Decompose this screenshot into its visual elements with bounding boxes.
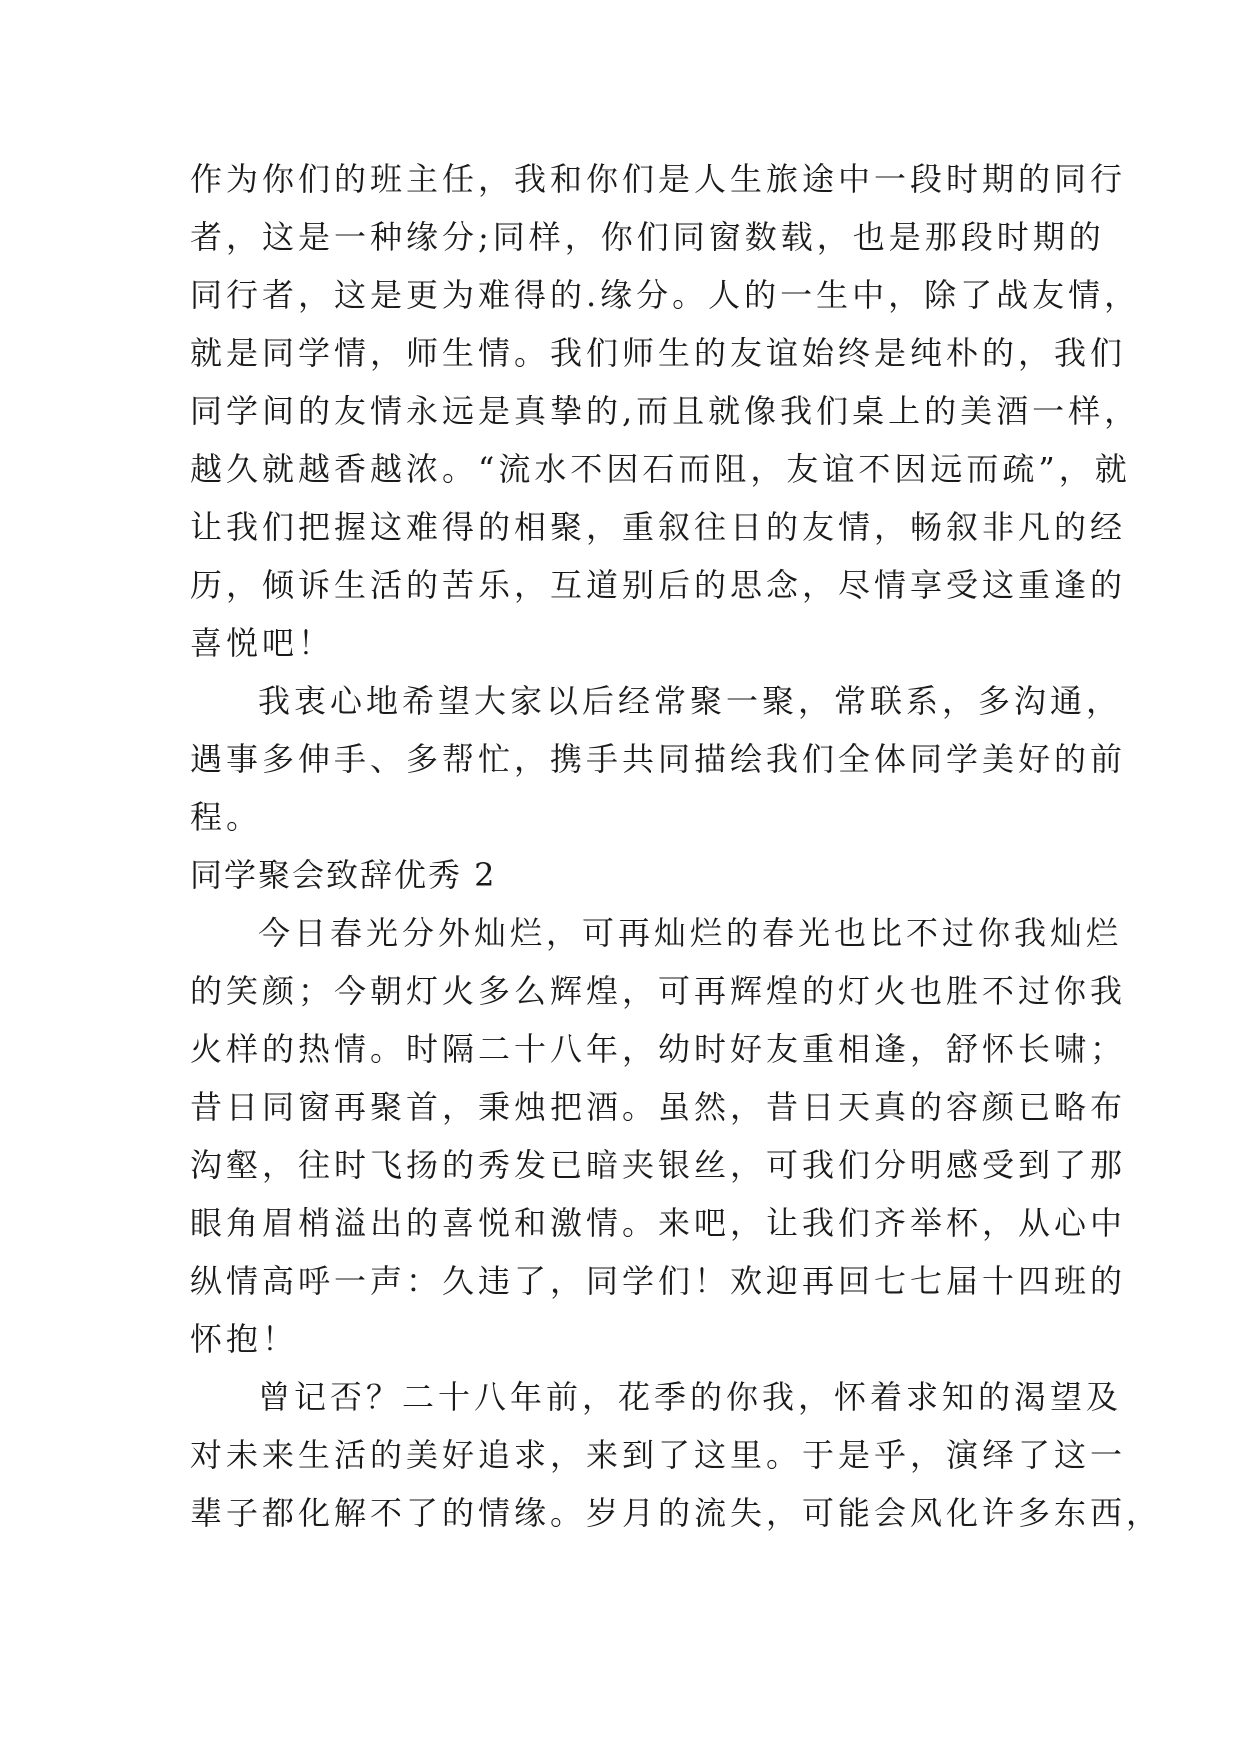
text-line: 曾记否？二十八年前，花季的你我，怀着求知的渴望及	[258, 1378, 1123, 1416]
text-line: 沟壑，往时飞扬的秀发已暗夹银丝，可我们分明感受到了那	[190, 1146, 1127, 1184]
document-body	[190, 150, 1163, 1542]
text-line: 纵情高呼一声：久违了，同学们！欢迎再回七七届十四班的	[190, 1262, 1127, 1300]
text-line: 就是同学情，师生情。我们师生的友谊始终是纯朴的，我们	[190, 334, 1127, 372]
text-line: 对未来生活的美好追求，来到了这里。于是乎，演绎了这一	[190, 1436, 1127, 1474]
text-line: 程。	[190, 798, 263, 836]
text-line: 喜悦吧！	[190, 624, 335, 662]
text-line: 眼角眉梢溢出的喜悦和激情。来吧，让我们齐举杯，从心中	[190, 1204, 1127, 1242]
heading-text: 同学聚会致辞优秀 2	[190, 856, 497, 894]
text-line: 怀抱！	[190, 1320, 299, 1358]
text-line: 的笑颜；今朝灯火多么辉煌，可再辉煌的灯火也胜不过你我	[190, 972, 1127, 1010]
text-line: 让我们把握这难得的相聚，重叙往日的友情，畅叙非凡的经	[190, 508, 1127, 546]
text-line: 历，倾诉生活的苦乐，互道别后的思念，尽情享受这重逢的	[190, 566, 1127, 604]
text-line: 同学间的友情永远是真挚的,而且就像我们桌上的美酒一样，	[190, 392, 1141, 430]
text-line: 火样的热情。时隔二十八年，幼时好友重相逢，舒怀长啸；	[190, 1030, 1127, 1068]
text-line: 辈子都化解不了的情缘。岁月的流失，可能会风化许多东西，	[190, 1494, 1163, 1532]
paragraph	[190, 150, 1141, 672]
text-line: 者，这是一种缘分;同样，你们同窗数载，也是那段时期的	[190, 218, 1105, 256]
paragraph	[190, 904, 1127, 1368]
text-line: 今日春光分外灿烂，可再灿烂的春光也比不过你我灿烂	[258, 914, 1123, 952]
paragraph	[190, 672, 1127, 846]
text-line: 作为你们的班主任，我和你们是人生旅途中一段时期的同行	[190, 160, 1127, 198]
section-heading	[190, 846, 1050, 904]
text-line: 我衷心地希望大家以后经常聚一聚，常联系，多沟通，	[258, 682, 1123, 720]
text-line: 同行者，这是更为难得的.缘分。人的一生中，除了战友情，	[190, 276, 1141, 314]
text-line: 遇事多伸手、多帮忙，携手共同描绘我们全体同学美好的前	[190, 740, 1127, 778]
text-line: 越久就越香越浓。“流水不因石而阻，友谊不因远而疏”，就	[190, 450, 1131, 488]
paragraph	[190, 1368, 1163, 1542]
text-line: 昔日同窗再聚首，秉烛把酒。虽然，昔日天真的容颜已略布	[190, 1088, 1127, 1126]
